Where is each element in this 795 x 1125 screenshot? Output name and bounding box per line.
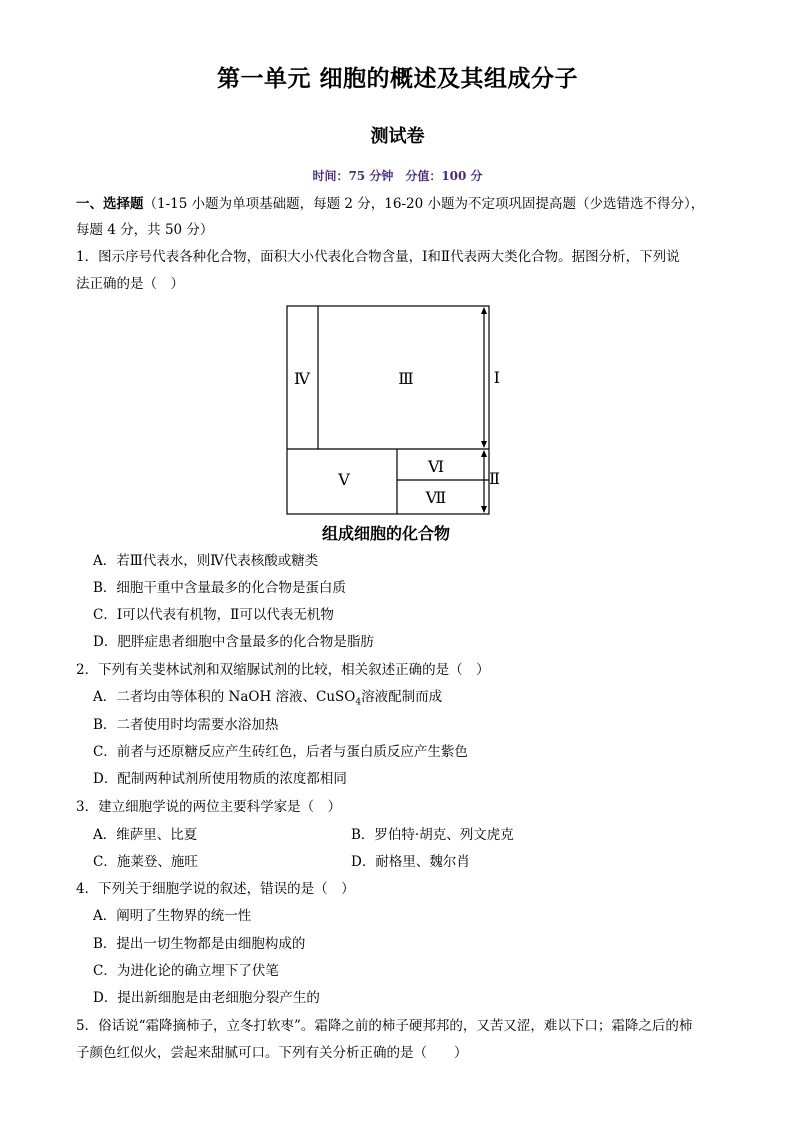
q3-option-a: A．维萨里、比夏	[93, 827, 198, 843]
section-heading	[76, 195, 704, 213]
q2-option-a	[93, 688, 442, 712]
section-desc-1: （1-15 小题为单项基础题，每题 2 分，16-20 小题为不定项巩固提高题（少选错选不得分），	[143, 196, 705, 212]
q2-stem: 2．下列有关斐林试剂和双缩脲试剂的比较，相关叙述正确的是（ ）	[76, 662, 490, 678]
label-v: Ⅴ	[338, 470, 350, 489]
diagram-caption: 组成细胞的化合物	[321, 524, 450, 543]
section-title: 一、选择题	[76, 196, 144, 212]
label-vi: Ⅵ	[427, 457, 445, 476]
q1-option-d: D．肥胖症患者细胞中含量最多的化合物是脂肪	[93, 634, 374, 650]
q4-option-b: B．提出一切生物都是由细胞构成的	[93, 936, 306, 952]
q5-stem-2: 子颜色红似火，尝起来甜腻可口。下列有关分析正确的是（ ）	[76, 1045, 468, 1061]
q1-stem-1: 1．图示序号代表各种化合物，面积大小代表化合物含量，Ⅰ和Ⅱ代表两大类化合物。据图分析，下列说	[76, 249, 680, 265]
arrow-ii-top	[481, 450, 487, 457]
label-iii: Ⅲ	[398, 369, 414, 388]
q1-option-a: A．若Ⅲ代表水，则Ⅳ代表核酸或糖类	[93, 553, 319, 569]
outer-box	[287, 306, 489, 514]
q2-option-a-sub: 4	[355, 697, 362, 708]
q1-stem-2: 法正确的是（ ）	[76, 276, 184, 292]
arrow-i-top	[481, 307, 487, 314]
q2-option-a-suffix: 溶液配制而成	[361, 689, 443, 705]
label-iv: Ⅳ	[294, 369, 310, 388]
q4-stem: 4．下列关于细胞学说的叙述，错误的是（ ）	[76, 881, 355, 897]
q2-option-b: B．二者使用时均需要水浴加热	[93, 717, 279, 733]
label-ii: Ⅱ	[489, 469, 500, 488]
q4-option-c: C．为进化论的确立埋下了伏笔	[93, 963, 279, 979]
q2-option-d: D．配制两种试剂所使用物质的浓度都相同	[93, 771, 347, 787]
exam-title: 第一单元 细胞的概述及其组成分子	[216, 66, 578, 92]
q4-option-a: A．阐明了生物界的统一性	[93, 908, 252, 924]
label-i: Ⅰ	[493, 368, 500, 387]
q4-option-d: D．提出新细胞是由老细胞分裂产生的	[93, 990, 320, 1006]
q2-option-c: C．前者与还原糖反应产生砖红色，后者与蛋白质反应产生紫色	[93, 744, 468, 760]
arrow-ii-bottom	[481, 506, 487, 513]
q1-option-b: B．细胞干重中含量最多的化合物是蛋白质	[93, 580, 346, 596]
q2-option-a-prefix: A．二者均由等体积的 NaOH 溶液、CuSO	[93, 689, 356, 705]
q5-stem-1: 5．俗话说“霜降摘柿子，立冬打软枣”。霜降之前的柿子硬邦邦的，又苦又涩，难以下口；霜降之后的柿	[76, 1018, 693, 1034]
compounds-diagram	[286, 305, 501, 520]
label-vii: Ⅶ	[425, 488, 447, 507]
q3-option-d: D．耐格里、魏尔肖	[351, 854, 470, 870]
q3-option-b: B．罗伯特·胡克、列文虎克	[351, 827, 514, 843]
q3-option-c: C．施莱登、施旺	[93, 854, 198, 870]
exam-subtitle: 测试卷	[370, 126, 425, 147]
section-desc-2: 每题 4 分，共 50 分）	[76, 222, 214, 238]
arrow-i-bottom	[481, 441, 487, 448]
exam-meta: 时间：75 分钟 分值：100 分	[312, 169, 483, 183]
q3-stem: 3．建立细胞学说的两位主要科学家是（ ）	[76, 799, 342, 815]
q1-option-c: C．Ⅰ可以代表有机物，Ⅱ可以代表无机物	[93, 607, 334, 623]
